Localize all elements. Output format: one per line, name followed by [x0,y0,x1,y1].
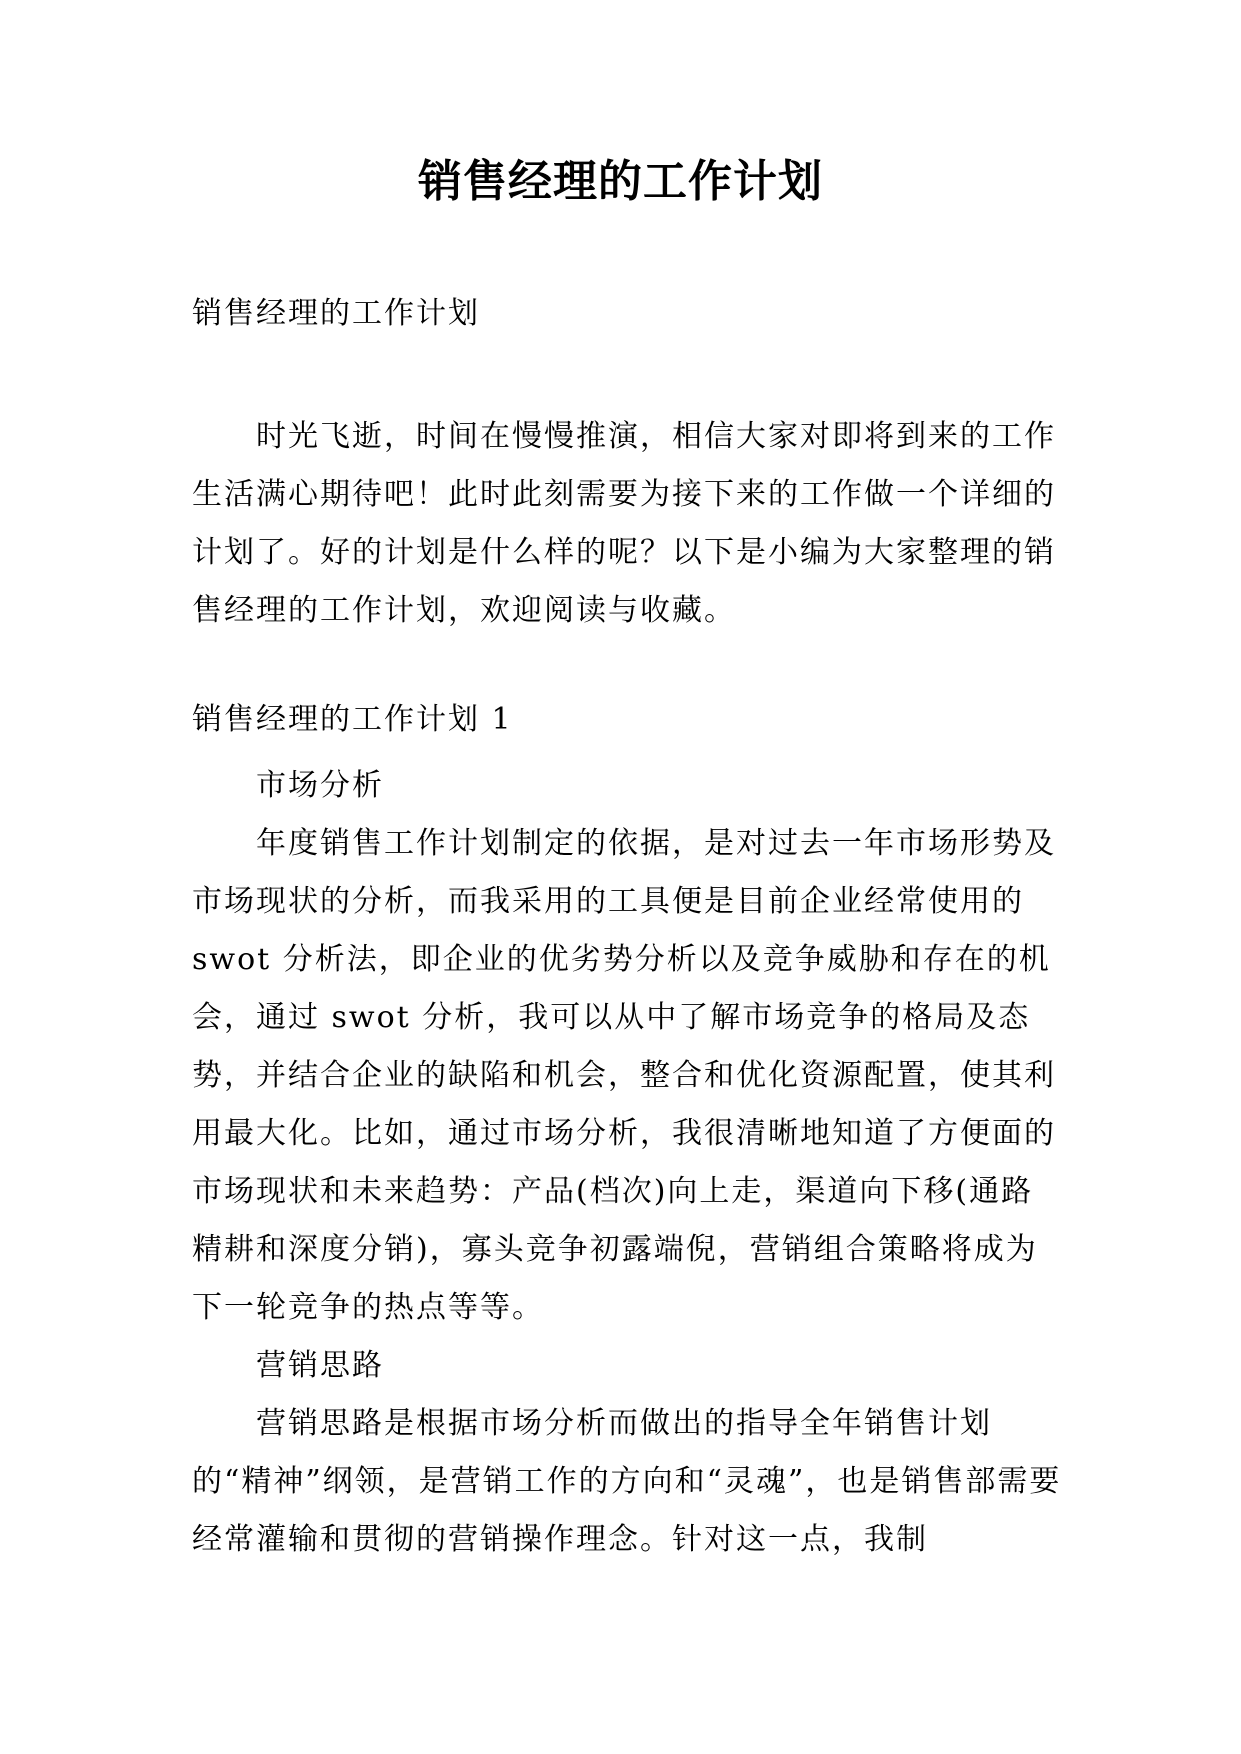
section-1-title: 销售经理的工作计划 1 [192,702,513,737]
section-1-body [192,757,1062,1569]
marketing-strategy-paragraph: 营销思路是根据市场分析而做出的指导全年销售计划的“精神”纲领，是营销工作的方向和“灵魂”，也是销售部需要经常灌输和贯彻的营销操作理念。针对这一点，我制 [192,1406,1062,1557]
document-subtitle: 销售经理的工作计划 [192,296,480,331]
market-analysis-heading: 市场分析 [256,768,384,803]
intro-paragraph: 时光飞逝，时间在慢慢推演，相信大家对即将到来的工作生活满心期待吧！此时此刻需要为接下来的工作做一个详细的计划了。好的计划是什么样的呢？以下是小编为大家整理的销售经理的工作计划，欢迎阅读与收藏。 [192,419,1056,628]
marketing-strategy-heading: 营销思路 [256,1348,384,1383]
document-title: 销售经理的工作计划 [418,156,823,207]
market-analysis-paragraph: 年度销售工作计划制定的依据，是对过去一年市场形势及市场现状的分析，而我采用的工具便是目前企业经常使用的 swot 分析法，即企业的优劣势分析以及竞争威胁和存在的机会，通过 swot 分析，我可以从中了解市场竞争的格局及态势，并结合企业的缺陷和机会，整合和优化资源配置，使其利用最大化。比如，通过市场分析，我很清晰地知道了方便面的市场现状和未来趋势：产品(档次)向上走，渠道向下移(通路精耕和深度分销)，寡头竞争初露端倪，营销组合策略将成为下一轮竞争的热点等等。 [192,826,1056,1325]
